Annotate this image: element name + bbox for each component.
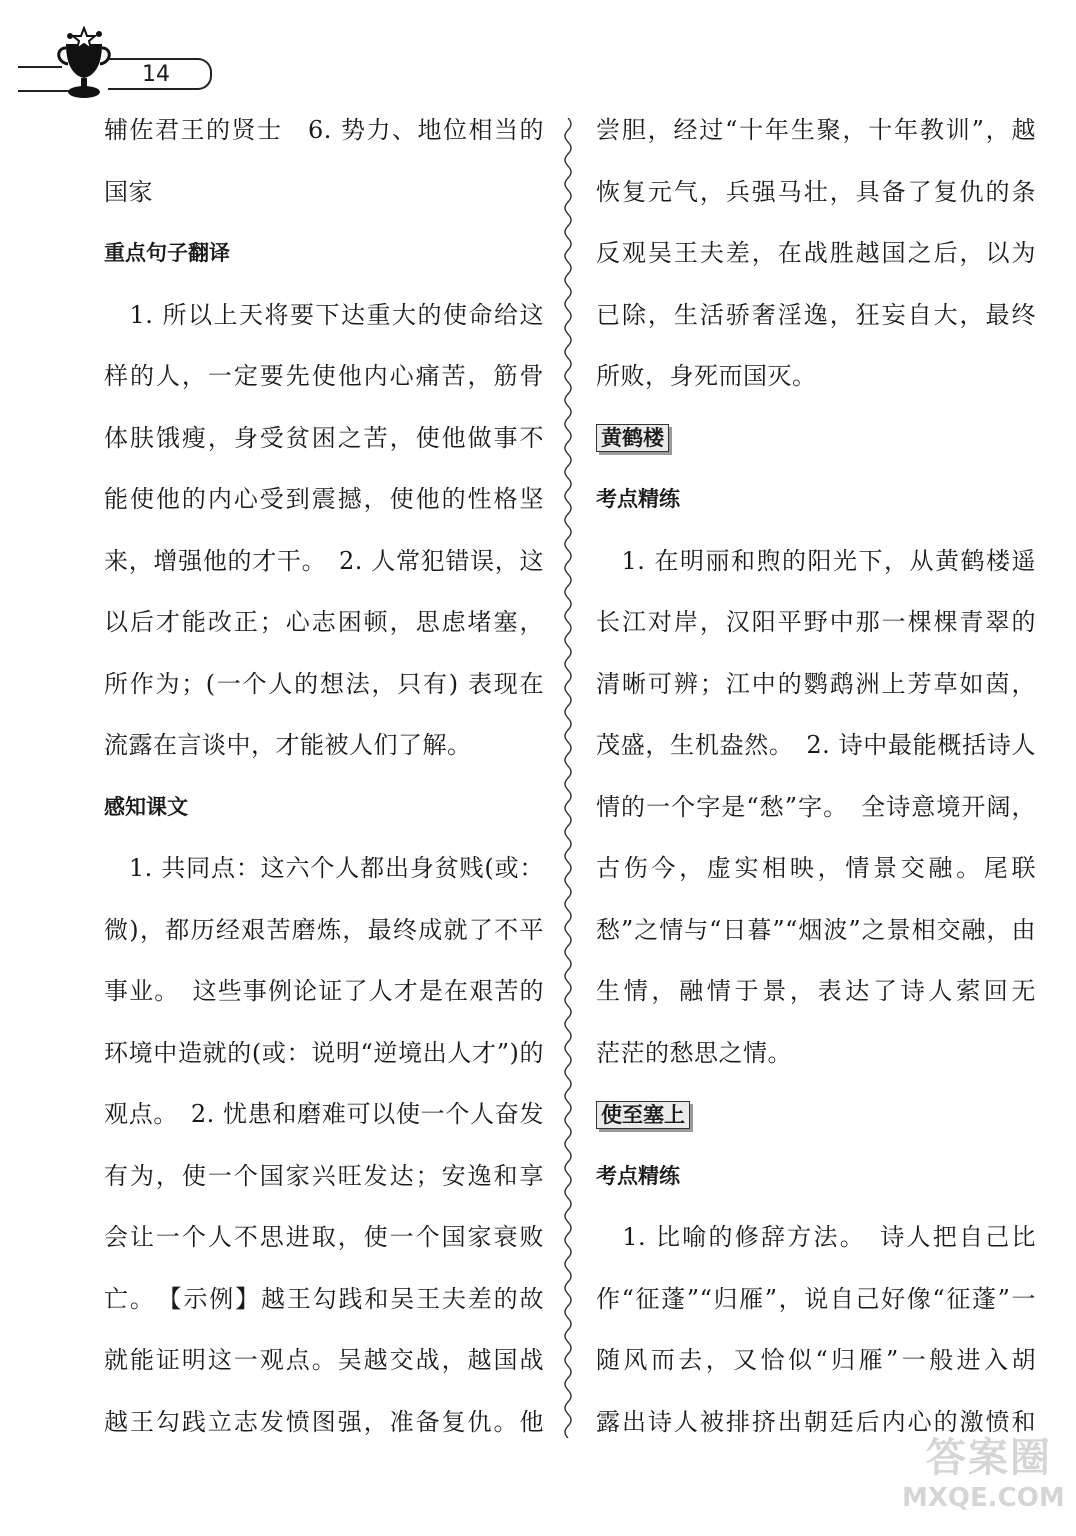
text-line: 亡。 【示例】越王勾践和吴王夫差的故 [104,1284,544,1313]
lesson-title-wrap [596,1084,1036,1146]
watermark-top: 答案圈 [926,1435,1052,1481]
text-line: 有为，使一个国家兴旺发达；安逸和享 [104,1161,544,1190]
text-line: 所败，身死而国灭。 [596,362,817,390]
text-line: 事业。 这些事例论证了人才是在艰苦的 [104,977,544,1005]
text-line: 样的人，一定要先使他内心痛苦，筋骨 [104,362,544,390]
text-line: 1. 共同点：这六个人都出身贫贱(或： [128,854,544,882]
page-header [0,0,1076,110]
text-line: 茂盛，生机盎然。 2. 诗中最能概括诗人 [596,731,1036,759]
text-line: 1. 比喻的修辞方法。 诗人把自己比 [596,1223,1036,1251]
text-line: 已除，生活骄奢淫逸，狂妄自大，最终 [596,300,1036,329]
text-line: 生情，融情于景，表达了诗人萦回无 [596,977,1036,1005]
text-line: 所作为；(一个人的想法，只有) 表现在 [104,669,544,698]
text-line: 能使他的内心受到震撼，使他的性格坚 [104,485,544,513]
lesson-title-wrap [596,408,1036,470]
section-heading: 感知课文 [104,794,188,819]
text-line: 1. 在明丽和煦的阳光下，从黄鹤楼遥 [621,546,1036,575]
page-number: 14 [108,58,212,90]
text-line: 长江对岸，汉阳平野中那一棵棵青翠的 [596,608,1036,636]
text-line: 来，增强他的才干。 2. 人常犯错误，这 [104,546,544,575]
watermark-logo [902,1426,1065,1522]
text-line: 1. 所以上天将要下达重大的使命给这 [104,300,544,329]
text-line: 作“征蓬”“归雁”，说自己好像“征蓬”一 [596,1284,1036,1313]
text-line: 露出诗人被排挤出朝廷后内心的激愤和 [596,1407,1036,1436]
section-heading: 考点精练 [596,487,680,511]
text-line: 辅佐君王的贤士 6. 势力、地位相当的 [104,116,544,144]
text-line: 以后才能改正；心志困顿，思虑堵塞， [104,608,544,636]
text-line: 越王勾践立志发愤图强，准备复仇。他 [104,1407,544,1436]
right-column [596,100,1036,1453]
lesson-title: 黄鹤楼 [596,424,669,452]
text-line: 会让一个人不思进取，使一个国家衰败 [104,1223,544,1251]
watermark-bottom: MXQE.COM [902,1483,1065,1513]
section-heading: 重点句子翻译 [104,241,230,265]
section-heading: 考点精练 [596,1163,680,1188]
left-column [104,100,544,1453]
lesson-title: 使至塞上 [596,1101,690,1129]
text-line: 茫茫的愁思之情。 [596,1038,792,1067]
text-line: 随风而去，又恰似“归雁”一般进入胡 [596,1346,1036,1374]
text-line: 体肤饿瘦，身受贫困之苦，使他做事不 [104,423,544,452]
text-line: 观点。 2. 忧患和磨难可以使一个人奋发 [104,1100,544,1128]
text-line: 微)，都历经艰苦磨炼，最终成就了不平 [104,915,544,944]
text-line: 情的一个字是“愁”字。 全诗意境开阔， [596,792,1036,821]
text-line: 环境中造就的(或：说明“逆境出人才”)的 [104,1038,544,1067]
text-line: 愁”之情与“日暮”“烟波”之景相交融，由 [596,915,1036,944]
text-line: 流露在言谈中，才能被人们了解。 [104,731,472,759]
text-line: 清晰可辨；江中的鹦鹉洲上芳草如茵， [596,669,1036,698]
text-line: 就能证明这一观点。吴越交战，越国战 [104,1346,544,1374]
text-line: 尝胆，经过“十年生聚，十年教训”，越 [596,116,1036,144]
text-line: 古伤今，虚实相映，情景交融。尾联 [596,854,1036,882]
text-line: 反观吴王夫差，在战胜越国之后，以为 [596,239,1036,267]
trophy-icon [52,26,116,102]
text-line: 恢复元气，兵强马壮，具备了复仇的条 [596,177,1036,206]
text-line: 国家 [104,177,153,206]
column-divider [560,118,576,1438]
